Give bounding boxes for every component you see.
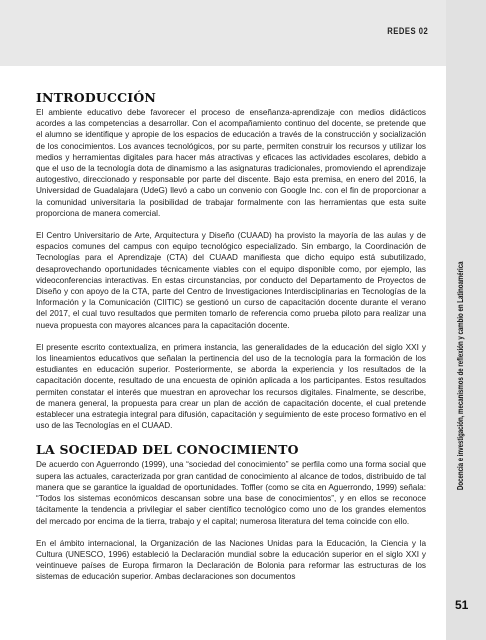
section-heading-introduccion: INTRODUCCIÓN — [36, 90, 157, 105]
paragraph: El ambiente educativo debe favorecer el proceso de enseñanza-aprendizaje con medios didácticos acordes a las competencias a desarrollar. Con el acompañamiento continuo del docente, se pretende que el alumno se identifique y apropie de los espacios de educación a través de la construcción y socialización de los conocimientos. Los avances tecnológicos, por su parte, permiten construir los recursos y utilizar los medios y herramientas digitales para hacer más atractivas y eficaces las actividades escolares, debido a que el uso de la tecnología dota de dinamismo a las asignaturas tradicionales, promoviendo el aprendizaje autogestivo, direccionado y responsable por parte del discente. Bajo esta premisa, en enero del 2016, la Universidad de Guadalajara (UdeG) llevó a cabo un convenio con Google Inc. con el fin de proporcionar a la comunidad universitaria la posibilidad de trabajar formalmente con las herramientas que esta suite proporciona de manera comercial. — [36, 108, 426, 218]
header-bar — [0, 0, 446, 66]
vertical-book-title-text: Docencia e investigación, mecanismos de reflexión y cambio en Latinoamérica — [456, 261, 465, 490]
running-header: REDES 02 — [386, 26, 428, 36]
paragraph: El presente escrito contextualiza, en primera instancia, las generalidades de la educación del siglo XXI y los lineamientos educativos que señalan la pertinencia del uso de la tecnología para la formación de los estudiantes en educación superior. Posteriormente, se aborda la experiencia y los resultados de la capacitación docente, resultado de una encuesta de opinión aplicada a los participantes. Estos resultados permiten constatar el interés que muestran en aprovechar los recursos digitales. Finalmente, se describe, de manera general, la propuesta para crear un plan de acción de capacitación docente, el cual pretende establecer una estrategia integral para difusión, capacitación y seguimiento de este proceso formativo en el uso de las Tecnologías en el CUAAD. — [36, 342, 426, 431]
page-body — [36, 90, 426, 594]
paragraph: De acuerdo con Aguerrondo (1999), una “sociedad del conocimiento” se perfila como una forma social que supera las actuales, caracterizada por gran cantidad de conocimiento al alcance de todos, distribuido de tal manera que se garantice la igualdad de oportunidades. Toffler (como se cita en Aguerrondo, 1999) señala: “Todos los sistemas económicos descansan sobre una base de conocimientos”, y en ellos se reconoce tácitamente la tendencia a privilegiar el saber científico tecnológico como uno de los grandes elementos del mercado por encima de la tierra, trabajo y el capital; numerosa literatura del tema coincide con ello. — [36, 460, 426, 526]
vertical-book-title — [451, 261, 471, 490]
paragraph: En el ámbito internacional, la Organización de las Naciones Unidas para la Educación, la Ciencia y la Cultura (UNESCO, 1996) estableció la Declaración mundial sobre la educación superior en el siglo XXI y veintinueve países de Europa firmaron la Declaración de Bolonia para reformar las estructuras de los sistemas de educación superior. Ambas declaraciones son documentos — [36, 538, 426, 582]
page-number: 51 — [455, 598, 469, 612]
paragraph: El Centro Universitario de Arte, Arquitectura y Diseño (CUAAD) ha provisto la mayoría de las aulas y de espacios comunes del campus con equipo tecnológico especializado. Sin embargo, la Coordinación de Tecnologías para el Aprendizaje (CTA) del CUAAD manifiesta que dicho equipo está subutilizado, desaprovechando oportunidades técnicamente viables con el equipo disponible como, por ejemplo, las videoconferencias interactivas. En estas circunstancias, por conducto del Departamento de Proyectos de Diseño y con apoyo de la CTA, parte del Centro de Investigaciones Interdisciplinarias en Tecnologías de la Información y la Comunicación (CIITIC) se gestionó un curso de capacitación docente durante el verano del 2017, el cual tuvo resultados que permiten tomarlo de referencia como prueba piloto para realizar una nueva propuesta con mayores alcances para la capacitación docente. — [36, 231, 426, 330]
section-heading-sociedad: LA SOCIEDAD DEL CONOCIMIENTO — [36, 442, 299, 458]
